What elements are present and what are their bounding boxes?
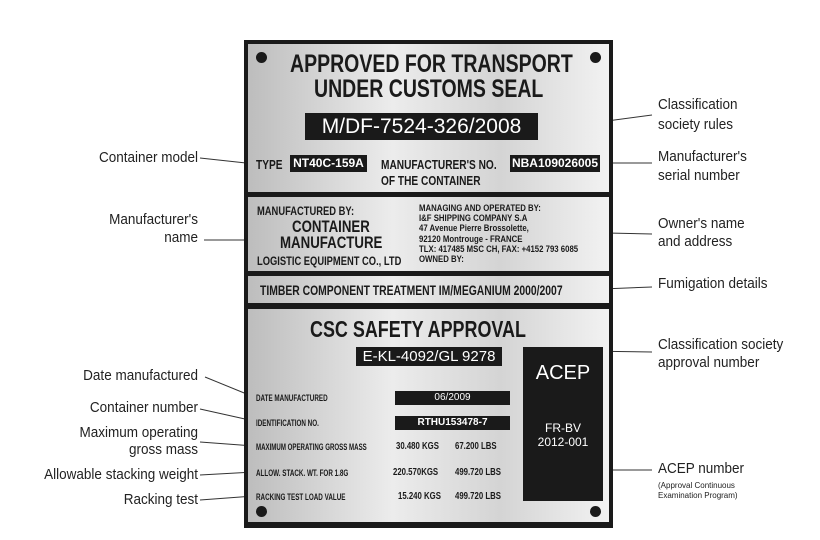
row-value-date: 06/2009 — [395, 391, 510, 405]
csc-approval-number: E-KL-4092/GL 9278 — [356, 347, 502, 366]
row-gross-mass-kgs: 30.480 KGS — [396, 441, 439, 452]
callout-max-gross-mass-2: gross mass — [128, 441, 198, 458]
callout-acep-sub-2: Examination Program) — [658, 491, 738, 500]
callout-class-rules-2: society rules — [658, 116, 734, 133]
callout-approval-2: approval number — [658, 354, 760, 371]
row-label-identification: IDENTIFICATION NO. — [256, 418, 319, 428]
manufacturer-serial-value: NBA109026005 — [511, 156, 599, 170]
manufacturer-no-label-2: OF THE CONTAINER — [381, 173, 481, 188]
callout-approval-1: Classification society — [658, 336, 784, 353]
manufacturer-name-2: MANUFACTURE — [280, 233, 383, 252]
callout-owner-2: and address — [658, 233, 733, 250]
rivet — [256, 52, 267, 63]
row-label-stacking: ALLOW. STACK. WT. FOR 1.8G — [256, 468, 349, 478]
title-line-2: UNDER CUSTOMS SEAL — [314, 75, 544, 103]
classification-rules-code: M/DF-7524-326/2008 — [305, 113, 538, 140]
row-value-identification: RTHU153478-7 — [395, 416, 510, 430]
acep-title: ACEP — [535, 362, 591, 384]
callout-class-rules-1: Classification — [658, 96, 738, 113]
callout-manufacturer-name-1: Manufacturer's — [109, 211, 198, 228]
callout-serial-2: serial number — [658, 167, 740, 184]
rivet — [256, 506, 267, 517]
callout-acep-sub-1: (Approval Continuous — [658, 481, 735, 490]
container-model-value: NT40C-159A — [290, 155, 367, 172]
row-gross-mass-lbs: 67.200 LBS — [455, 441, 497, 452]
row-racking-kgs: 15.240 KGS — [398, 491, 441, 502]
owner-line: 47 Avenue Pierre Brossolette, — [419, 223, 529, 235]
section-manufacturer — [248, 197, 609, 271]
customs-plate — [244, 40, 613, 528]
row-stacking-lbs: 499.720 LBS — [455, 467, 501, 478]
acep-line-1: FR-BV — [545, 421, 581, 435]
callout-stacking-weight: Allowable stacking weight — [44, 466, 198, 483]
section-fumigation — [248, 276, 609, 303]
callout-container-number: Container number — [89, 399, 198, 416]
row-label-gross-mass: MAXIMUM OPERATING GROSS MASS — [256, 442, 367, 452]
row-racking-lbs: 499.720 LBS — [455, 491, 501, 502]
acep-box — [523, 347, 603, 501]
row-label-racking: RACKING TEST LOAD VALUE — [256, 492, 346, 502]
row-label-date: DATE MANUFACTURED — [256, 393, 328, 403]
manufacturer-no-label: MANUFACTURER'S NO. — [381, 157, 497, 172]
owner-line: TLX: 417485 MSC CH, FAX: +4152 793 6085 — [419, 243, 579, 255]
callout-date-manufactured: Date manufactured — [83, 367, 198, 384]
section-csc — [248, 309, 609, 522]
fumigation-details: TIMBER COMPONENT TREATMENT IM/MEGANIUM 2000/2007 — [260, 282, 563, 298]
type-label: TYPE — [256, 157, 283, 172]
callout-max-gross-mass-1: Maximum operating — [79, 424, 198, 441]
rivet — [590, 52, 601, 63]
owner-address — [419, 204, 578, 265]
rivet — [590, 506, 601, 517]
callout-serial-1: Manufacturer's — [658, 148, 747, 165]
callout-racking-test: Racking test — [123, 491, 198, 508]
callout-container-model: Container model — [98, 149, 198, 166]
row-stacking-kgs: 220.570KGS — [393, 467, 439, 478]
section-customs — [248, 44, 609, 192]
callout-acep: ACEP number — [658, 460, 745, 477]
manufacturer-name-1: CONTAINER — [292, 217, 370, 236]
acep-line-2: 2012-001 — [537, 435, 589, 449]
callout-owner-1: Owner's name — [658, 215, 745, 232]
manufacturer-name-3: LOGISTIC EQUIPMENT CO., LTD — [257, 254, 402, 268]
owner-line: I&F SHIPPING COMPANY S.A — [419, 213, 528, 225]
csc-title: CSC SAFETY APPROVAL — [310, 316, 526, 342]
callout-manufacturer-name-2: name — [164, 229, 198, 246]
owner-line: MANAGING AND OPERATED BY: — [419, 203, 541, 214]
owner-line: OWNED BY: — [419, 254, 464, 266]
owner-line: 92120 Montrouge - FRANCE — [419, 233, 523, 245]
callout-fumigation: Fumigation details — [658, 275, 768, 292]
manufactured-by-label: MANUFACTURED BY: — [257, 204, 355, 218]
title-line-1: APPROVED FOR TRANSPORT — [290, 50, 573, 78]
